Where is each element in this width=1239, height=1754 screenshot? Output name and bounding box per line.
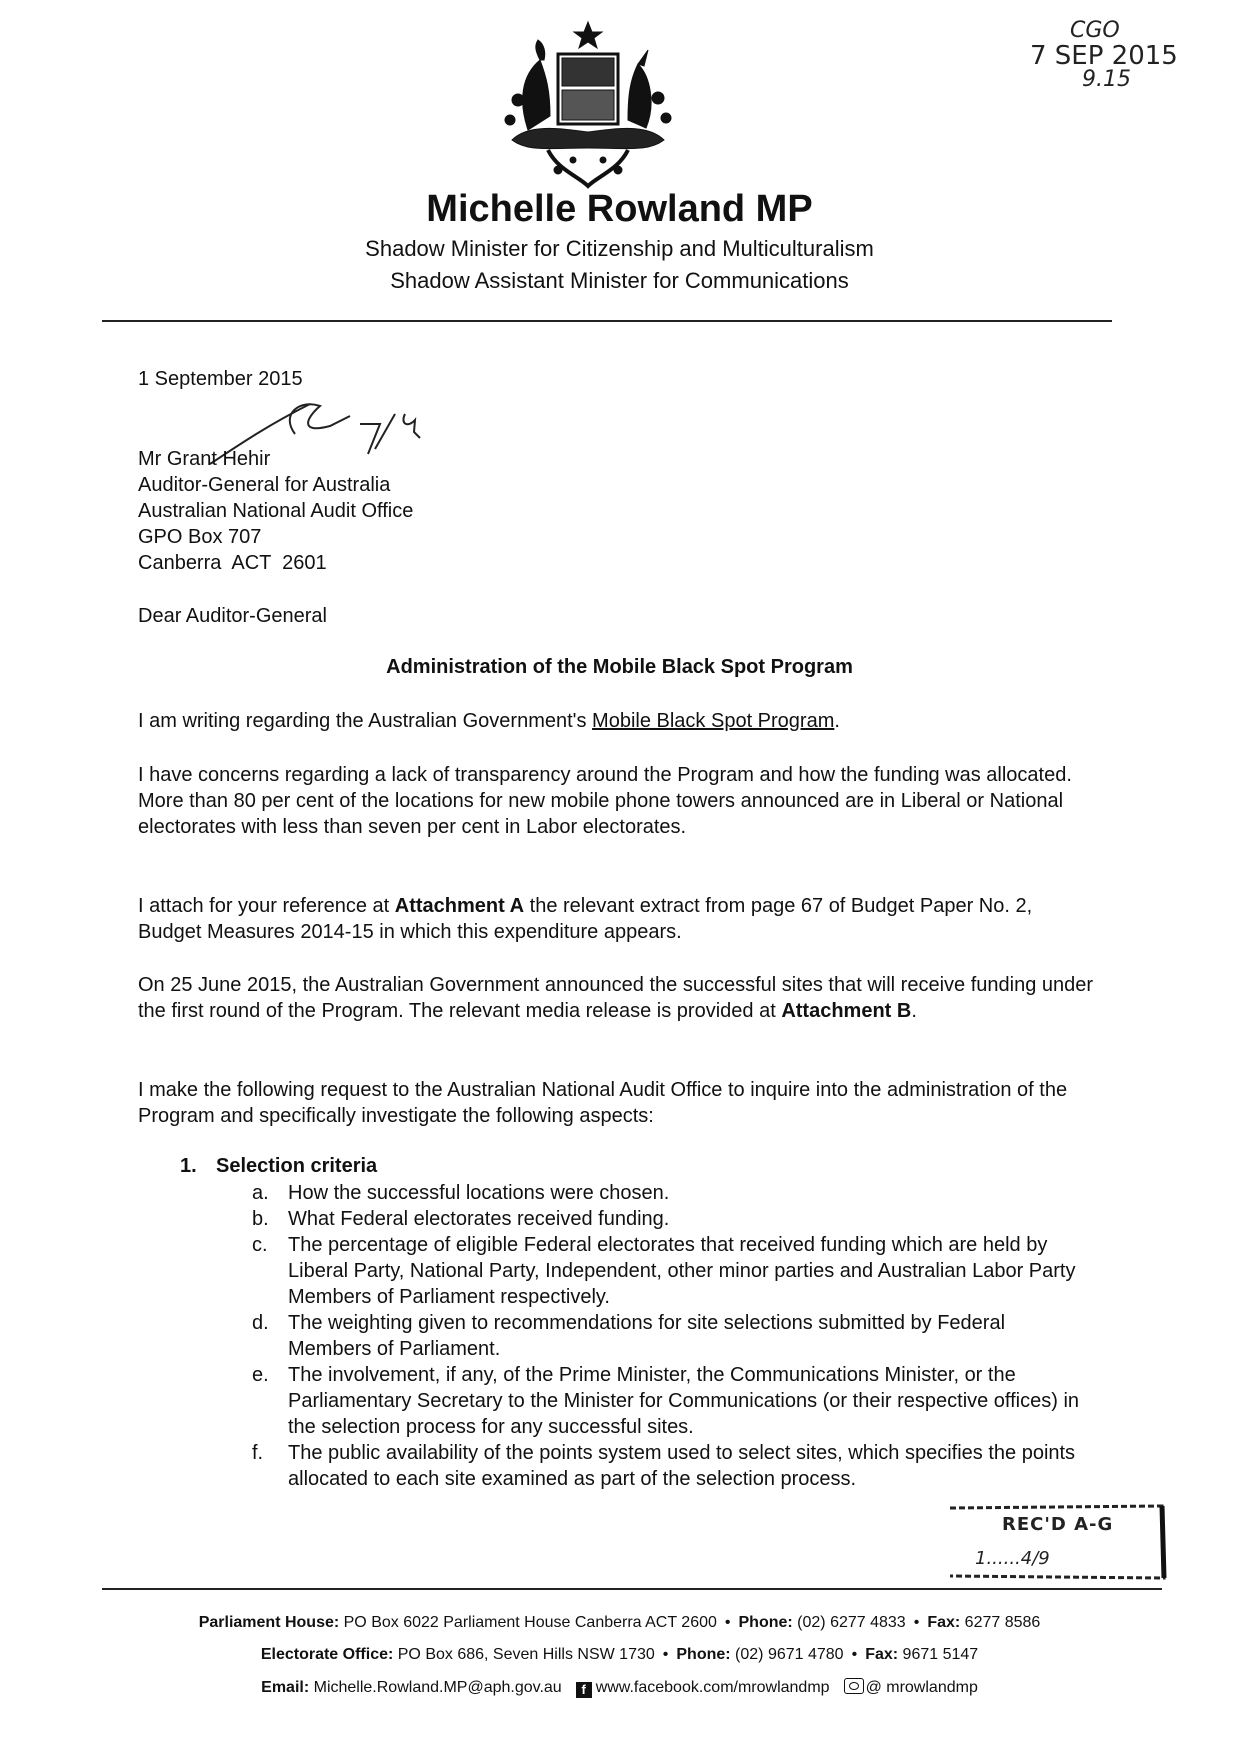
paragraph-4: [138, 972, 1098, 1024]
item-text: The public availability of the points system used to select sites, which specifies the points allocated to each site examined as part of the selection process.: [288, 1442, 1076, 1490]
footer-value: 9671 5147: [898, 1646, 979, 1663]
footer-label: Electorate Office:: [260, 1646, 394, 1663]
paragraph-4-text: On 25 June 2015, the Australian Government announced the successful sites that will receive funding under the first round of the Program. The relevant media release is provided at: [138, 974, 1094, 1022]
attachment-a-ref: Attachment A: [394, 895, 525, 917]
list-item: [252, 1310, 1082, 1362]
bullet-separator: •: [724, 1614, 731, 1631]
footer-value: (02) 9671 4780: [730, 1646, 844, 1663]
footer-value: (02) 6277 4833: [792, 1614, 906, 1631]
item-text: How the successful locations were chosen.: [288, 1182, 670, 1204]
letter-subject: Administration of the Mobile Black Spot Program: [386, 656, 853, 678]
item-text: The involvement, if any, of the Prime Minister, the Communications Minister, or the Parliamentary Secretary to the Minister for Communications (or their respective offices) in the selection process for any successful sites.: [288, 1364, 1080, 1438]
received-stamp-entry: 1......4/9: [975, 1548, 1050, 1569]
footer-label: Phone:: [738, 1614, 793, 1631]
section-number: 1.: [180, 1155, 197, 1177]
section-title: Selection criteria: [216, 1155, 378, 1177]
sender-role-1: Shadow Minister for Citizenship and Multiculturalism: [365, 236, 874, 261]
received-date-stamp: [1030, 18, 1200, 92]
footer-label: Email:: [261, 1679, 310, 1696]
footer-divider: [102, 1588, 1162, 1590]
header-divider: [102, 320, 1112, 322]
paragraph-5: I make the following request to the Australian National Audit Office to inquire into the administration of the Program and specifically investigate the following aspects:: [138, 1079, 1068, 1127]
footer-contact-line: [0, 1678, 1239, 1698]
attachment-b-ref: Attachment B: [781, 1000, 912, 1022]
paragraph-4-end: .: [911, 1000, 917, 1022]
item-letter: b.: [252, 1208, 269, 1230]
twitter-handle[interactable]: @ mrowlandmp: [865, 1679, 978, 1696]
paragraph-3-text: I attach for your reference at: [138, 895, 395, 917]
stamp-initials: CGO: [1070, 18, 1120, 43]
sender-name: Michelle Rowland MP: [426, 188, 813, 230]
twitter-icon: [844, 1678, 864, 1694]
section-heading-selection-criteria: [180, 1155, 377, 1178]
coat-of-arms-icon: [488, 20, 688, 190]
footer-label: Fax:: [927, 1614, 961, 1631]
item-letter: e.: [252, 1364, 269, 1386]
recipient-address: [138, 446, 413, 576]
list-item: [252, 1232, 1082, 1310]
item-letter: c.: [252, 1234, 268, 1256]
facebook-link[interactable]: www.facebook.com/mrowlandmp: [595, 1679, 830, 1696]
recipient-city: Canberra ACT 2601: [138, 552, 327, 574]
recipient-postal-box: GPO Box 707: [138, 526, 262, 548]
recipient-name: Mr Grant Hehir: [138, 448, 271, 470]
item-letter: d.: [252, 1312, 269, 1334]
recipient-title: Auditor-General for Australia: [138, 474, 391, 496]
salutation: Dear Auditor-General: [138, 605, 327, 627]
facebook-icon: f: [576, 1682, 592, 1698]
paragraph-1-text: I am writing regarding the Australian Government's: [138, 710, 593, 732]
bullet-separator: •: [913, 1614, 920, 1631]
footer-parliament-line: [0, 1614, 1239, 1632]
stamp-time: 9.15: [1082, 67, 1131, 92]
list-item: [252, 1362, 1082, 1440]
recipient-organisation: Australian National Audit Office: [138, 500, 414, 522]
stamp-date: 7 SEP 2015: [1030, 41, 1178, 71]
selection-criteria-list: [252, 1180, 1082, 1492]
footer-value: PO Box 686, Seven Hills NSW 1730: [393, 1646, 655, 1663]
sender-role-2: Shadow Assistant Minister for Communications: [390, 268, 849, 293]
paragraph-1: [138, 708, 840, 734]
footer-label: Phone:: [676, 1646, 731, 1663]
item-text: The weighting given to recommendations for site selections submitted by Federal Members of Parliament.: [288, 1312, 1006, 1360]
list-item: [252, 1180, 1082, 1206]
item-text: The percentage of eligible Federal electorates that received funding which are held by Liberal Party, National Party, Independent, other minor parties and Australian Labor Party Members of Parliament respectively.: [288, 1234, 1076, 1308]
program-link[interactable]: Mobile Black Spot Program: [592, 710, 835, 732]
list-item: [252, 1440, 1082, 1492]
footer-value: PO Box 6022 Parliament House Canberra ACT 2600: [339, 1614, 717, 1631]
item-letter: a.: [252, 1182, 269, 1204]
item-letter: f.: [252, 1442, 264, 1464]
list-item: [252, 1206, 1082, 1232]
footer-label: Fax:: [865, 1646, 899, 1663]
item-text: What Federal electorates received funding.: [288, 1208, 670, 1230]
letter-date: 1 September 2015: [138, 368, 303, 390]
received-stamp-label: REC'D A-G: [1002, 1514, 1114, 1535]
paragraph-3: [138, 893, 1098, 945]
paragraph-2: I have concerns regarding a lack of transparency around the Program and how the funding was allocated. More than 80 per cent of the locations for new mobile phone towers announced are in Liberal or National electorates with less than seven per cent in Labor electorates.: [138, 764, 1072, 838]
paragraph-1-end: .: [834, 710, 840, 732]
bullet-separator: •: [851, 1646, 858, 1663]
bullet-separator: •: [662, 1646, 669, 1663]
footer-label: Parliament House:: [198, 1614, 340, 1631]
footer-electorate-line: [0, 1646, 1239, 1664]
footer-value: 6277 8586: [960, 1614, 1041, 1631]
email-link[interactable]: Michelle.Rowland.MP@aph.gov.au: [309, 1679, 562, 1696]
paragraph-3-end: the relevant extract from page 67 of Budget Paper No. 2, Budget Measures 2014-15 in which this expenditure appears.: [138, 895, 1033, 943]
